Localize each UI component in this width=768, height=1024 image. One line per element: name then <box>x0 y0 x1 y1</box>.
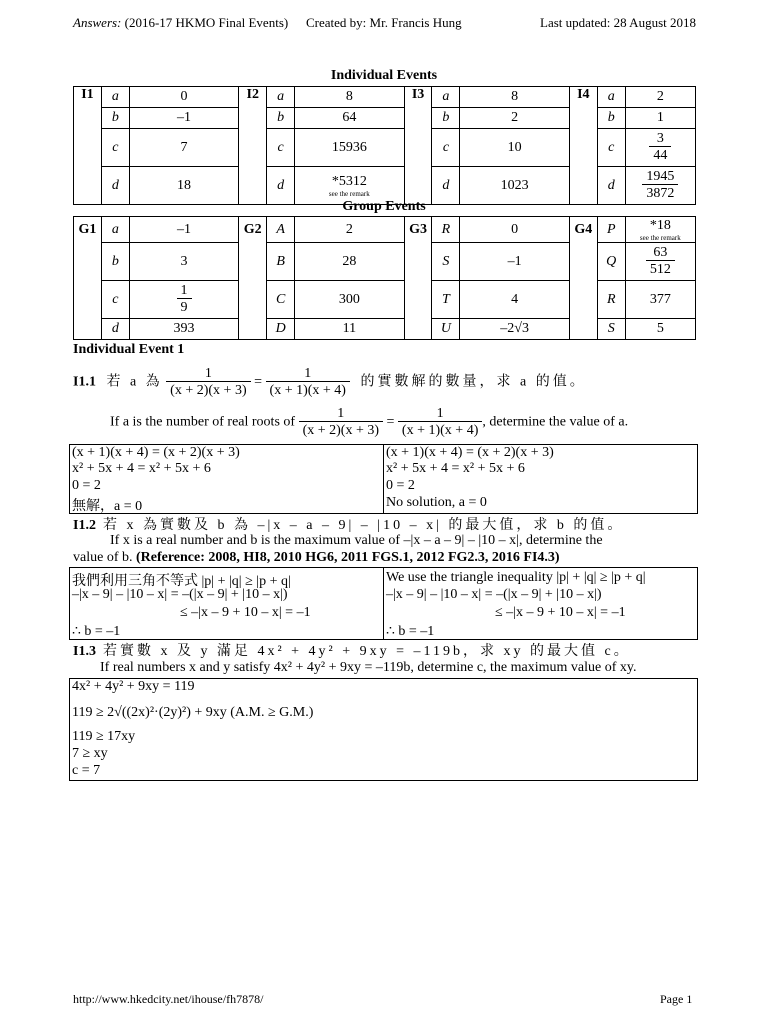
footer-url[interactable]: http://www.hkedcity.net/ihouse/fh7878/ <box>73 992 264 1006</box>
g1-a: –1 <box>129 217 239 243</box>
g3-R: 0 <box>460 217 570 243</box>
i11-solution-box: (x + 1)(x + 4) = (x + 2)(x + 3) x² + 5x + 4 = x² + 5x + 6 0 = 2 無解，a = 0 (x + 1)(x + 4) = (x + 2)(x + 3) x² + 5x + 4 = x² + 5x + 6 0 = 2 No solution, a = 0 <box>69 444 698 514</box>
i13-zh: I1.3 若實數 x 及 y 滿足 4x² + 4y² + 9xy = –119b，求 xy 的最大值 c。 <box>73 644 631 659</box>
i4-c: $\frac{3}{44}$ <box>625 129 695 167</box>
group-answers-table: G1 a –1 G2 A 2 G3 R 0 G4 P *18 see the remark b 3 B 28 S –1 Q $\frac{63}{512}$ c $\frac{1}{9}$ C 300 T 4 R 377 d 393 D 11 U –2√3 S 5 <box>73 216 696 340</box>
i13-en: If real numbers x and y satisfy 4x² + 4y² + 9xy = –119b, determine c, the maximum value of xy. <box>100 660 637 675</box>
i12-solution-box: 我們利用三角不等式 |p| + |q| ≥ |p + q| –|x – 9| – |10 – x| = –(|x – 9| + |10 – x|) ≤ –|x – 9 + 10 – x| = –1 ∴ b = –1 We use the triangle inequality |p| + |q| ≥ |p + q| –|x – 9| – |10 – x| = –(|x – 9| + |10 – x|) ≤ –|x – 9 + 10 – x| = –1 ∴ b = –1 <box>69 567 698 640</box>
i2-d: *5312 see the remark <box>295 167 405 205</box>
i4-label: I4 <box>569 87 597 205</box>
i11-label: I1.1 <box>73 374 96 390</box>
i1-d: 18 <box>129 167 239 205</box>
g3-S: –1 <box>460 243 570 281</box>
g2-D: 11 <box>295 319 405 340</box>
i4-b: 1 <box>625 108 695 129</box>
i2-c: 15936 <box>295 129 405 167</box>
header-updated: Last updated: 28 August 2018 <box>540 15 696 30</box>
i2-b: 64 <box>295 108 405 129</box>
i11-zh-eq: $\frac{1}{(x + 2)(x + 3)}$ <box>166 366 250 399</box>
i4-d: $\frac{1945}{3872}$ <box>625 167 695 205</box>
i1-b: –1 <box>129 108 239 129</box>
individual-answers-table: I1 a 0 I2 a 8 I3 a 8 I4 a 2 b –1 b 64 b 2 b 1 c 7 c 15936 c 10 c $\frac{3}{44}$ d 18 d *5312 see the remark d 1023 d $\frac{1945}{3872}$ <box>73 86 696 205</box>
i12-label: I1.2 <box>73 518 96 533</box>
i1-c: 7 <box>129 129 239 167</box>
i2-a: 8 <box>295 87 405 108</box>
g4-R: 377 <box>625 281 695 319</box>
i13-label: I1.3 <box>73 644 96 659</box>
g1-label: G1 <box>74 217 102 340</box>
g1-b: 3 <box>129 243 239 281</box>
footer-page: Page 1 <box>660 992 693 1006</box>
i12-en1: If x is a real number and b is the maximum value of –|x – a – 9| – |10 – x|, determine the <box>110 533 603 548</box>
g3-label: G3 <box>404 217 432 340</box>
i1-a: 0 <box>129 87 239 108</box>
g1-c: $\frac{1}{9}$ <box>129 281 239 319</box>
g2-label: G2 <box>239 217 267 340</box>
i4-a: 2 <box>625 87 695 108</box>
g3-T: 4 <box>460 281 570 319</box>
i3-a: 8 <box>460 87 570 108</box>
header-answers: Answers: (2016-17 HKMO Final Events) <box>73 15 289 30</box>
g2-B: 28 <box>295 243 405 281</box>
i1-label: I1 <box>74 87 102 205</box>
g4-S: 5 <box>625 319 695 340</box>
i12-zh: I1.2 若 x 為實數及 b 為 –|x – a – 9| – |10 – x| 的最大值，求 b 的值。 <box>73 518 625 533</box>
i12-en2: value of b. (Reference: 2008, HI8, 2010 HG6, 2011 FGS.1, 2012 FG2.3, 2016 FI4.3) <box>73 550 560 565</box>
g1-d: 393 <box>129 319 239 340</box>
remark-note: see the remark <box>328 189 370 198</box>
i3-d: 1023 <box>460 167 570 205</box>
g2-A: 2 <box>295 217 405 243</box>
g4-Q: $\frac{63}{512}$ <box>625 243 695 281</box>
group-events-title: Group Events <box>342 199 426 214</box>
g3-U: –2√3 <box>460 319 570 340</box>
event1-title: Individual Event 1 <box>73 342 185 357</box>
i3-b: 2 <box>460 108 570 129</box>
header-author: Created by: Mr. Francis Hung <box>306 15 462 30</box>
i11-en: If a is the number of real roots of $\frac{1}{(x + 2)(x + 3)}$ = $\frac{1}{(x + 1)(x + 4)}$ , determine the value of a. <box>110 406 629 438</box>
g4-label: G4 <box>569 217 597 340</box>
individual-events-title: Individual Events <box>330 68 438 83</box>
i11-zh: I1.1 若 a 為 $\frac{1}{(x + 2)(x + 3)}$ = $\frac{1}{(x + 1)(x + 4)}$ 的實數解的數量，求 a 的值。 <box>73 366 587 398</box>
i3-c: 10 <box>460 129 570 167</box>
i3-label: I3 <box>404 87 432 205</box>
g4-P: *18 see the remark <box>625 217 695 243</box>
g2-C: 300 <box>295 281 405 319</box>
i2-label: I2 <box>239 87 267 205</box>
i13-solution-box: 4x² + 4y² + 9xy = 119 119 ≥ 2√((2x)²·(2y)²) + 9xy (A.M. ≥ G.M.) 119 ≥ 17xy 7 ≥ xy c = 7 <box>69 678 698 781</box>
